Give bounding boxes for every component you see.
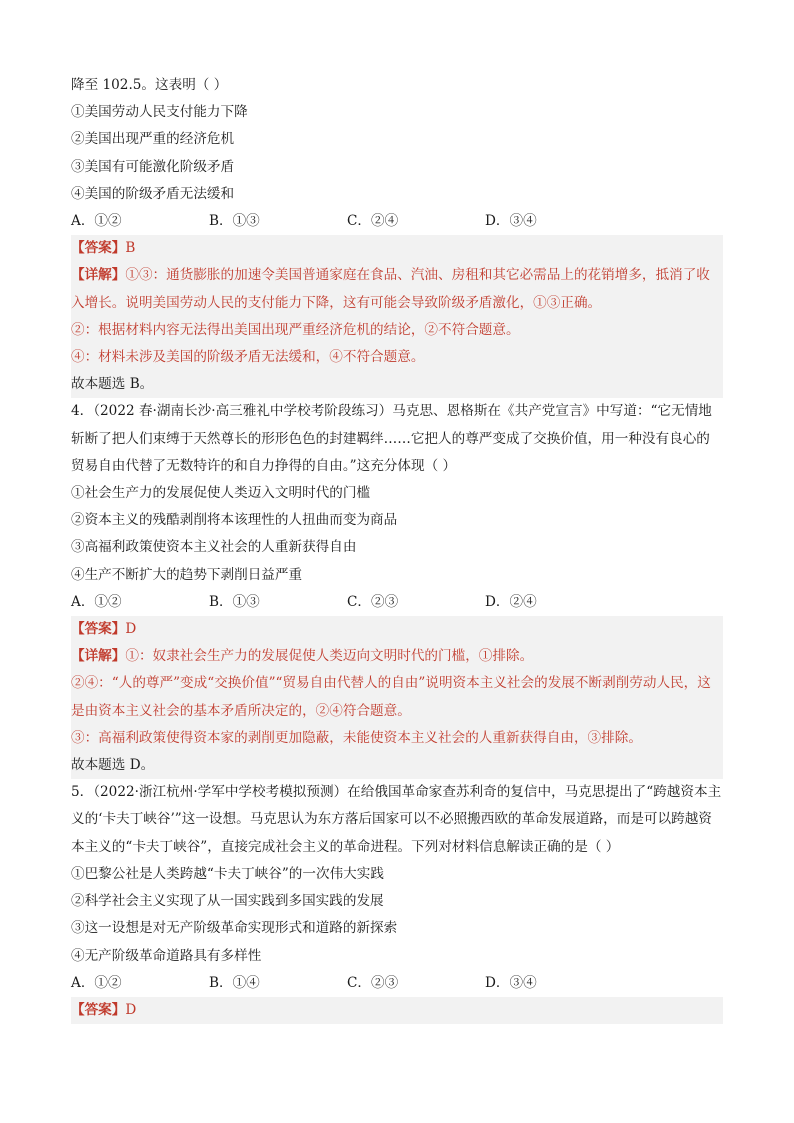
q3-detail-3: ④：材料未涉及美国的阶级矛盾无法缓和，④不符合题意。 [71, 349, 425, 366]
q4-stem: 4．（2022 春·湖南长沙·高三雅礼中学校考阶段练习）马克思、恩格斯在《共产党宣言》中写道：“它无情地斩断了把人们束缚于天然尊长的形形色色的封建羁绊……它把人的尊严变成了交换价值，用一种没有良心的贸易自由代替了无数特许的和自力挣得的自由。”这充分体现（ ） [71, 403, 712, 474]
q5-item-3: ③这一设想是对无产阶级革命实现形式和道路的新探索 [71, 920, 398, 937]
answer-label: 【答案】 [71, 621, 126, 638]
q5-option-d: D．③④ [485, 974, 537, 991]
q3-options [71, 208, 723, 235]
q3-answer [71, 235, 723, 262]
q3-option-b: B．①③ [209, 213, 260, 230]
q4-item-3: ③高福利政策使资本主义社会的人重新获得自由 [71, 539, 357, 556]
q4-option-a: A．①② [71, 593, 122, 610]
q4-answer-block [71, 616, 723, 779]
answer-value: D [125, 1001, 137, 1018]
q4-detail-3: ③：高福利政策使得资本家的剥削更加隐蔽，未能使资本主义社会的人重新获得自由，③排除。 [71, 729, 642, 746]
q3-answer-block [71, 235, 723, 398]
q4-detail-1: 【详解】①：奴隶社会生产力的发展促使人类迈向文明时代的门槛，①排除。 [71, 648, 534, 665]
q5-stem: 5．（2022·浙江杭州·学军中学校考模拟预测）在给俄国革命家查苏利奇的复信中，马克思提出了“跨越资本主义的‘卡夫丁峡谷’”这一设想。马克思认为东方落后国家可以不必照搬西欧的革命发展道路，而是可以跨越资本主义的“卡夫丁峡谷”，直接完成社会主义的革命进程。下列对材料信息解读正确的是（ ） [71, 784, 722, 855]
answer-label: 【答案】 [71, 240, 126, 257]
q4-conclusion: 故本题选 D。 [71, 757, 155, 774]
answer-value: B [125, 240, 136, 257]
q4-options [71, 589, 723, 616]
q3-conclusion: 故本题选 B。 [71, 376, 154, 393]
q3-stem-tail: 降至 102.5。这表明（ ） [71, 77, 228, 93]
q5-options [71, 970, 723, 997]
q3-item-3: ③美国有可能激化阶级矛盾 [71, 158, 235, 175]
q5-answer-block [71, 997, 723, 1024]
q4-option-b: B．①③ [209, 593, 260, 610]
q3-detail-2: ②：根据材料内容无法得出美国出现严重经济危机的结论，②不符合题意。 [71, 321, 520, 338]
q5-answer [71, 997, 723, 1024]
q3-item-2: ②美国出现严重的经济危机 [71, 131, 235, 148]
q5-option-c: C．②③ [347, 974, 399, 991]
q3-item-4: ④美国的阶级矛盾无法缓和 [71, 185, 235, 202]
q5-item-1: ①巴黎公社是人类跨越“卡夫丁峡谷”的一次伟大实践 [71, 865, 384, 882]
q3-option-a: A．①② [71, 213, 122, 230]
q5-item-4: ④无产阶级革命道路具有多样性 [71, 947, 262, 964]
answer-label: 【答案】 [71, 1001, 126, 1018]
detail-label: 【详解】 [71, 267, 126, 284]
q4-option-c: C．②③ [347, 593, 399, 610]
q4-item-2: ②资本主义的残酷剥削将本该理性的人扭曲而变为商品 [71, 512, 398, 529]
q5-option-b: B．①④ [209, 974, 260, 991]
q3-item-1: ①美国劳动人民支付能力下降 [71, 104, 248, 121]
q4-item-4: ④生产不断扩大的趋势下剥削日益严重 [71, 566, 303, 583]
q5-item-2: ②科学社会主义实现了从一国实践到多国实践的发展 [71, 893, 384, 910]
q5-option-a: A．①② [71, 974, 122, 991]
detail-label: 【详解】 [71, 648, 126, 665]
q4-item-1: ①社会生产力的发展促使人类迈入文明时代的门槛 [71, 485, 371, 502]
q3-option-d: D．③④ [485, 213, 537, 230]
q4-detail-2: ②④：“人的尊严”变成“交换价值”“贸易自由代替人的自由”说明资本主义社会的发展不断剥削劳动人民，这是由资本主义社会的基本矛盾所决定的，②④符合题意。 [71, 675, 711, 719]
q3-detail-1: 【详解】①③：通货膨胀的加速令美国普通家庭在食品、汽油、房租和其它必需品上的花销增多，抵消了收入增长。说明美国劳动人民的支付能力下降，这有可能会导致阶级矛盾激化，①③正确。 [71, 267, 710, 311]
answer-value: D [125, 621, 137, 638]
page-content [71, 72, 723, 1024]
q4-answer [71, 616, 723, 643]
q3-option-c: C．②④ [347, 213, 399, 230]
q4-option-d: D．②④ [485, 593, 537, 610]
